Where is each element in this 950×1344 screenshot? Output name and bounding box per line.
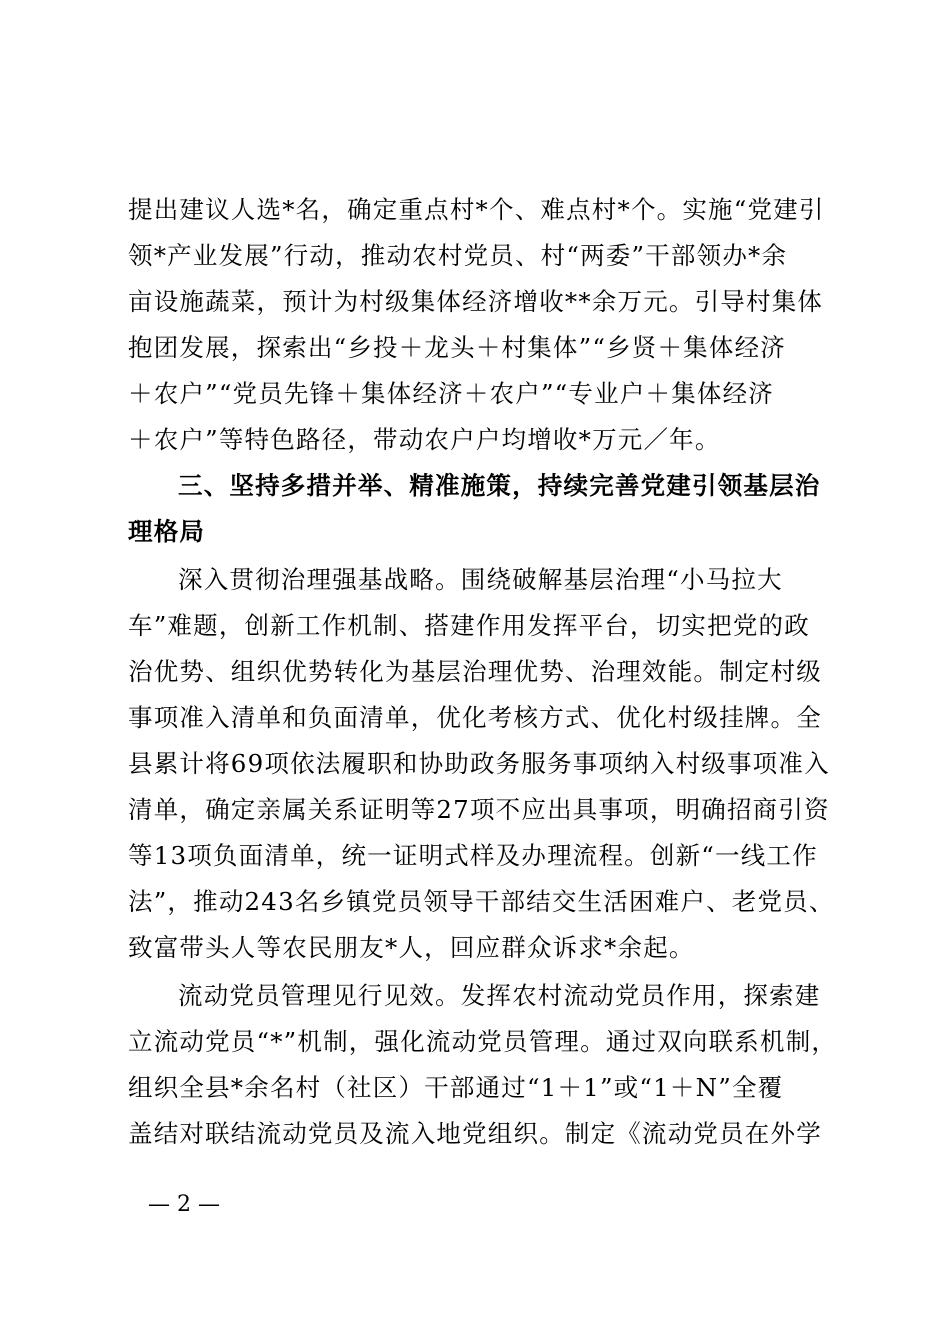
- body-line: 等13项负面清单，统一证明式样及办理流程。创新“一线工作: [128, 841, 818, 870]
- body-line: ＋农户”“党员先锋＋集体经济＋农户”“专业户＋集体经济: [128, 379, 774, 408]
- body-line: 提出建议人选*名，确定重点村*个、难点村*个。实施“党建引: [128, 195, 825, 224]
- body-line: 组织全县*余名村（社区）干部通过“1＋1”或“1＋N”全覆: [128, 1073, 784, 1102]
- paragraph-first-line: 深入贯彻治理强基战略。围绕破解基层治理“小马拉大: [178, 565, 783, 594]
- section-heading-continued: 理格局: [128, 517, 206, 546]
- body-line: ＋农户”等特色路径，带动农户户均增收*万元／年。: [128, 425, 721, 454]
- body-line: 抱团发展，探索出“乡投＋龙头＋村集体”“乡贤＋集体经济: [128, 333, 786, 362]
- section-heading: 三、坚持多措并举、精准施策，持续完善党建引领基层治: [178, 471, 821, 500]
- page-number: — 2 —: [148, 1192, 220, 1217]
- body-line: 治优势、组织优势转化为基层治理优势、治理效能。制定村级: [128, 657, 822, 686]
- body-line: 领*产业发展”行动，推动农村党员、村“两委”干部领办*余: [128, 241, 788, 270]
- body-line: 盖结对联结流动党员及流入地党组织。制定《流动党员在外学: [128, 1119, 822, 1148]
- body-line: 致富带头人等农民朋友*人，回应群众诉求*余起。: [128, 933, 695, 962]
- body-line: 事项准入清单和负面清单，优化考核方式、优化村级挂牌。全: [128, 703, 822, 732]
- body-line: 法”，推动243名乡镇党员领导干部结交生活困难户、老党员、: [128, 887, 835, 916]
- body-line: 亩设施蔬菜，预计为村级集体经济增收**余万元。引导村集体: [128, 287, 824, 316]
- body-line: 车”难题，创新工作机制、搭建作用发挥平台，切实把党的政: [128, 611, 810, 640]
- body-line: 立流动党员“*”机制，强化流动党员管理。通过双向联系机制，: [128, 1027, 838, 1056]
- body-line: 清单，确定亲属关系证明等27项不应出具事项，明确招商引资: [128, 795, 830, 824]
- paragraph-first-line: 流动党员管理见行见效。发挥农村流动党员作用，探索建: [178, 981, 821, 1010]
- body-line: 县累计将69项依法履职和协助政务服务事项纳入村级事项准入: [128, 749, 830, 778]
